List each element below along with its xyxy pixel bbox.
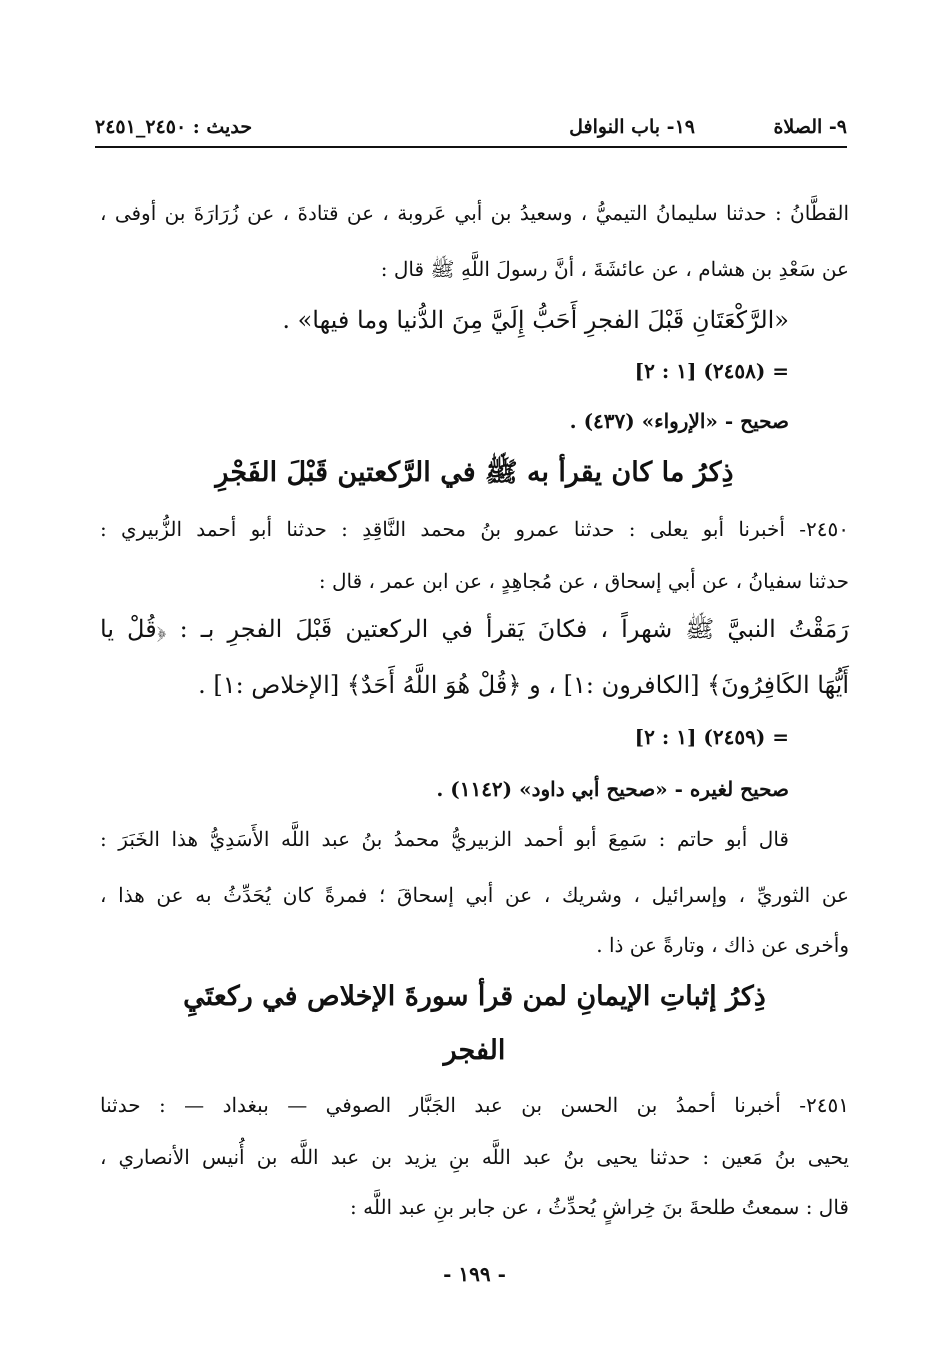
page-number: - ١٩٩ - (443, 1262, 506, 1286)
hadith-range: حديث : ٢٤٥٠_٢٤٥١ (95, 116, 253, 138)
commentary-line: قال أبو حاتم : سَمِعَ أبو أحمد الزبيريُّ محمدُ بنُ عبد اللَّه الأَسَدِيُّ هذا الخَبَرَ : (100, 827, 789, 851)
commentary-line: عن الثوريِّ ، وإسرائيل ، وشريك ، عن أبي إسحاقَ ؛ فمرةً كان يُحَدِّثُ به عن هذا ، (100, 883, 849, 907)
text-line: قال : سمعتُ طلحةَ بنَ خِراشٍ يُحدِّثُ ، عن جابر بنِ عبد اللَّه : (350, 1195, 849, 1219)
text-line: حدثنا سفيانُ ، عن أبي إسحاق ، عن مُجاهِدٍ ، عن ابن عمر ، قال : (318, 569, 849, 593)
hadith-matn: أَيُّهَا الكَافِرُونَ﴾ [الكافرون :١] ، و ﴿قُلْ هُوَ اللَّهُ أَحَدٌ﴾ [الإخلاص :١] . (198, 671, 849, 699)
hadith-matn: رَمَقْتُ النبيَّ ﷺ شهراً ، فكانَ يَقرأ في الركعتين قَبْلَ الفجرِ بـ : ﴿قُلْ يا (100, 615, 849, 643)
chapter-title: ٩- الصلاة (773, 116, 847, 138)
grading: صحيح لغيره - «صحيح أبي داود» (١١٤٢) . (436, 777, 789, 801)
text-line: عن سَعْدِ بن هشام ، عن عائشَةَ ، أنَّ رسولَ اللَّهِ ﷺ قال : (380, 257, 849, 281)
page-header (95, 108, 847, 148)
hadith-matn: «الرَّكْعَتَانِ قَبْلَ الفجرِ أَحَبُّ إِلَيَّ مِنَ الدُّنيا وما فيها» . (282, 306, 789, 334)
reference-number: = (٢٤٥٨) [١ : ٢] (634, 359, 789, 383)
reference-number: = (٢٤٥٩) [١ : ٢] (634, 725, 789, 749)
section-title: ١٩- باب النوافل (569, 116, 695, 138)
commentary-line: وأخرى عن ذاك ، وتارةً عن ذا . (596, 933, 849, 957)
text-line: ٢٤٥١- أخبرنا أحمدُ بن الحسن بن عبد الجَبَّار الصوفي — ببغداد — : حدثنا (100, 1093, 849, 1117)
section-heading: ذِكرُ إثباتِ الإيمانِ لمن قرأ سورةَ الإخلاص في ركعتَيِ (183, 981, 766, 1012)
text-line: يحيى بنُ مَعين : حدثنا يحيى بنُ عبد اللَّه بنِ يزيد بن عبد اللَّه بن أُنيس الأنصاري ، (100, 1145, 849, 1169)
section-heading: الفجر (443, 1035, 506, 1066)
grading: صحيح - «الإرواء» (٤٣٧) . (569, 409, 789, 433)
section-heading: ذِكرُ ما كان يقرأ به ﷺ في الرَّكعتين قَبْلَ الفَجْرِ (215, 457, 734, 488)
text-line: القطَّانُ : حدثنا سليمانُ التيميُّ ، وسعيدُ بن أبي عَروبة ، عن قتادةَ ، عن زُرَارَةَ بن أوفى ، (100, 201, 849, 225)
text-line: ٢٤٥٠- أخبرنا أبو يعلى : حدثنا عمرو بنُ محمد النَّاقِدِ : حدثنا أبو أحمد الزُّبيري : (100, 517, 849, 541)
